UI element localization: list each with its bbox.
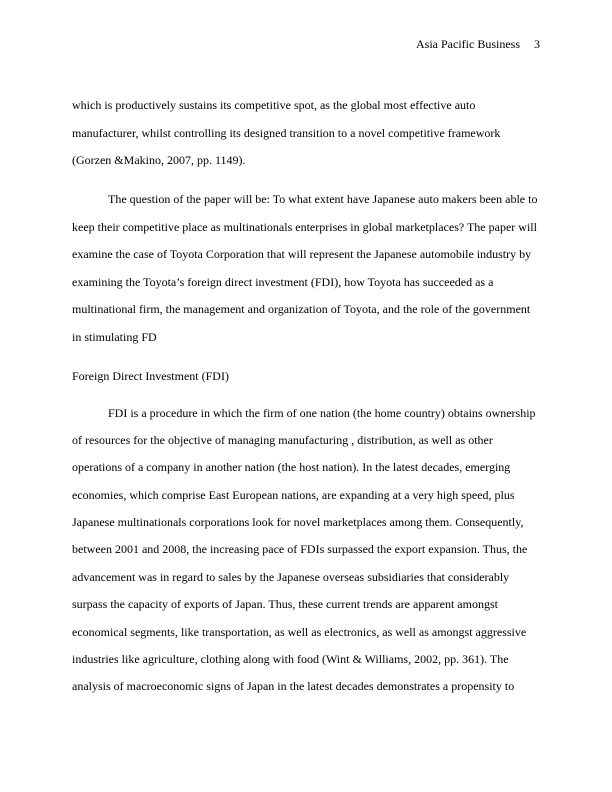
text-line: which is productively sustains its competitive spot, as the global most effective auto (72, 98, 476, 112)
text-line: analysis of macroeconomic signs of Japan in the latest decades demonstrates a propensity to (72, 679, 515, 693)
text-line: examine the case of Toyota Corporation that will represent the Japanese automobile industry by (72, 247, 532, 261)
text-line: advancement was in regard to sales by the Japanese overseas subsidiaries that considerably (72, 570, 510, 584)
text-line: The question of the paper will be: To what extent have Japanese auto makers been able to (108, 192, 538, 206)
text-line: multinational firm, the management and organization of Toyota, and the role of the government (72, 302, 531, 316)
text-line: economies, which comprise East European nations, are expanding at a very high speed, plus (72, 488, 515, 502)
page-header (416, 37, 540, 51)
text-line: keep their competitive place as multinationals enterprises in global marketplaces? The paper will (72, 220, 537, 234)
text-line: examining the Toyota’s foreign direct investment (FDI), how Toyota has succeeded as a (72, 275, 494, 289)
text-line: in stimulating FD (72, 330, 157, 344)
text-line: (Gorzen &Makino, 2007, pp. 1149). (72, 153, 246, 167)
text-line: economical segments, like transportation, as well as electronics, as well as amongst aggressive (72, 625, 527, 639)
text-line: of resources for the objective of managing manufacturing , distribution, as well as other (72, 433, 493, 447)
text-line: operations of a company in another nation (the host nation). In the latest decades, emerging (72, 460, 511, 474)
text-line: industries like agriculture, clothing along with food (Wint & Williams, 2002, pp. 361). The (72, 652, 509, 666)
text-line: FDI is a procedure in which the firm of one nation (the home country) obtains ownership (108, 406, 536, 420)
section-heading: Foreign Direct Investment (FDI) (72, 369, 229, 383)
text-line: between 2001 and 2008, the increasing pace of FDIs surpassed the export expansion. Thus, the (72, 542, 528, 556)
page-number: 3 (534, 37, 540, 51)
text-line: surpass the capacity of exports of Japan. Thus, these current trends are apparent amongst (72, 597, 498, 611)
text-line: manufacturer, whilst controlling its designed transition to a novel competitive framework (72, 126, 501, 140)
text-line: Japanese multinationals corporations look for novel marketplaces among them. Consequently, (72, 515, 524, 529)
running-head: Asia Pacific Business (416, 37, 520, 51)
